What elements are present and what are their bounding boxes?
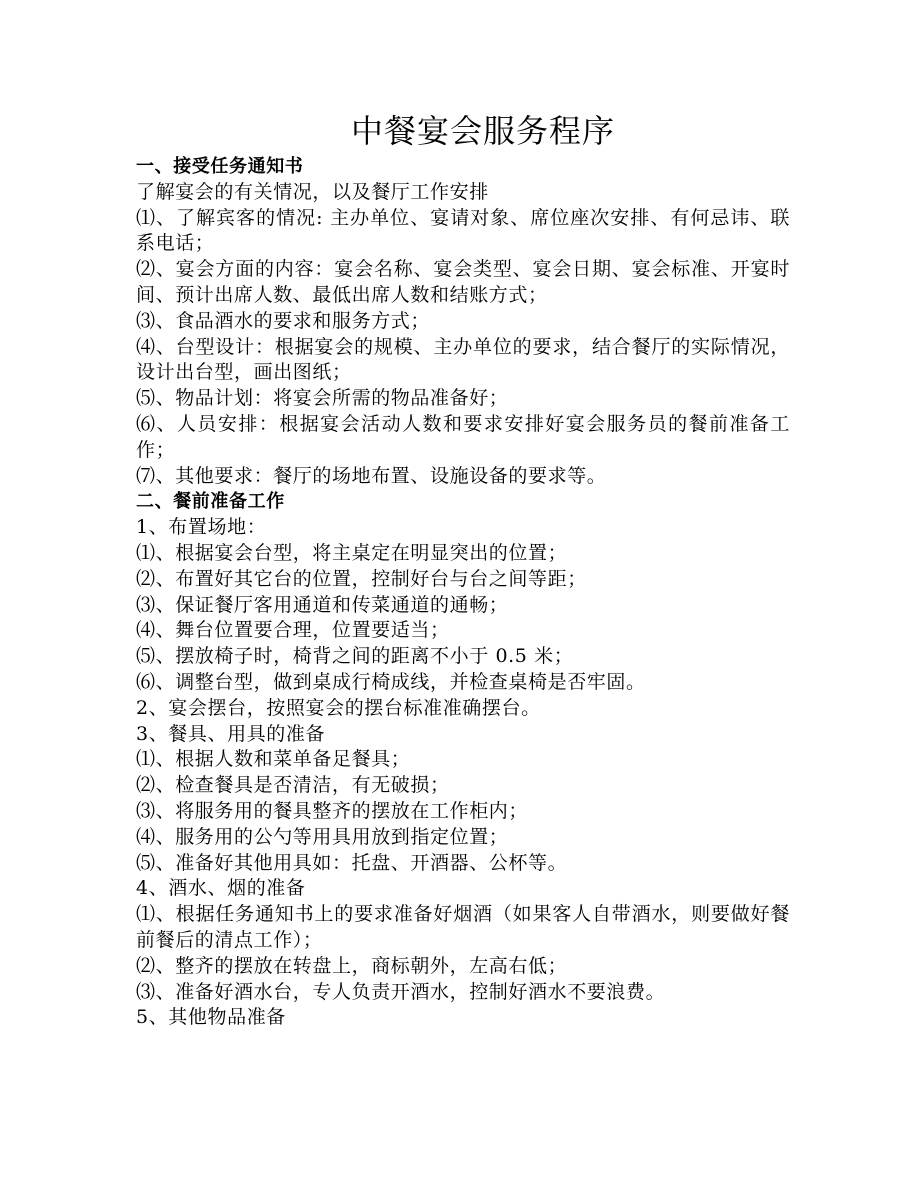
paragraph: 了解宴会的有关情况，以及餐厅工作安排	[136, 180, 489, 203]
list-item: ⑶、准备好酒水台，专人负责开酒水，控制好酒水不要浪费。	[136, 980, 666, 1003]
list-item: ⑷、舞台位置要合理，位置要适当；	[136, 619, 450, 642]
subheading: 1、布置场地：	[136, 516, 267, 539]
list-item: ⑸、准备好其他用具如：托盘、开酒器、公杯等。	[136, 851, 568, 874]
list-item: ⑴、根据人数和菜单备足餐具；	[136, 748, 411, 771]
list-item: ⑵、布置好其它台的位置，控制好台与台之间等距；	[136, 567, 587, 590]
section-heading: 一、接受任务通知书	[136, 156, 304, 177]
section-receive-task-notice	[136, 154, 790, 489]
list-item: ⑷、台型设计：根据宴会的规模、主办单位的要求，结合餐厅的实际情况，设计出台型，画出图纸；	[136, 335, 790, 384]
list-item: ⑵、整齐的摆放在转盘上，商标朝外，左高右低；	[136, 954, 568, 977]
subheading: 3、餐具、用具的准备	[136, 722, 326, 745]
list-item: ⑶、食品酒水的要求和服务方式；	[136, 309, 431, 332]
list-item: ⑵、检查餐具是否清洁，有无破损；	[136, 774, 450, 797]
subheading: 5、其他物品准备	[136, 1006, 286, 1029]
list-item: ⑷、服务用的公勺等用具用放到指定位置；	[136, 825, 509, 848]
section-pre-meal-preparation	[136, 489, 790, 1031]
list-item: ⑴、根据任务通知书上的要求准备好烟酒（如果客人自带酒水，则要做好餐前餐后的清点工作）；	[136, 903, 790, 951]
document-page	[136, 108, 790, 1031]
list-item: ⑶、保证餐厅客用通道和传菜通道的通畅；	[136, 593, 509, 616]
list-item: ⑹、调整台型，做到桌成行椅成线，并检查桌椅是否牢固。	[136, 670, 646, 693]
list-item: ⑹、人员安排：根据宴会活动人数和要求安排好宴会服务员的餐前准备工作；	[136, 412, 790, 461]
list-item: ⑶、将服务用的餐具整齐的摆放在工作柜内；	[136, 799, 529, 822]
list-item: ⑴、根据宴会台型，将主桌定在明显突出的位置；	[136, 541, 568, 564]
list-item: ⑺、其他要求：餐厅的场地布置、设施设备的要求等。	[136, 464, 607, 487]
list-item: ⑸、物品计划：将宴会所需的物品准备好；	[136, 387, 509, 410]
section-heading: 二、餐前准备工作	[136, 491, 285, 513]
document-title: 中餐宴会服务程序	[350, 112, 615, 150]
subheading: 2、宴会摆台，按照宴会的摆台标准准确摆台。	[136, 696, 541, 719]
subheading: 4、酒水、烟的准备	[136, 877, 306, 900]
list-item: ⑵、宴会方面的内容：宴会名称、宴会类型、宴会日期、宴会标准、开宴时间、预计出席人数、最低出席人数和结账方式；	[136, 258, 790, 306]
list-item: ⑴、了解宾客的情况: 主办单位、宴请对象、席位座次安排、有何忌讳、联系电话；	[136, 206, 790, 255]
list-item: ⑸、摆放椅子时，椅背之间的距离不小于 0.5 米；	[136, 645, 574, 668]
